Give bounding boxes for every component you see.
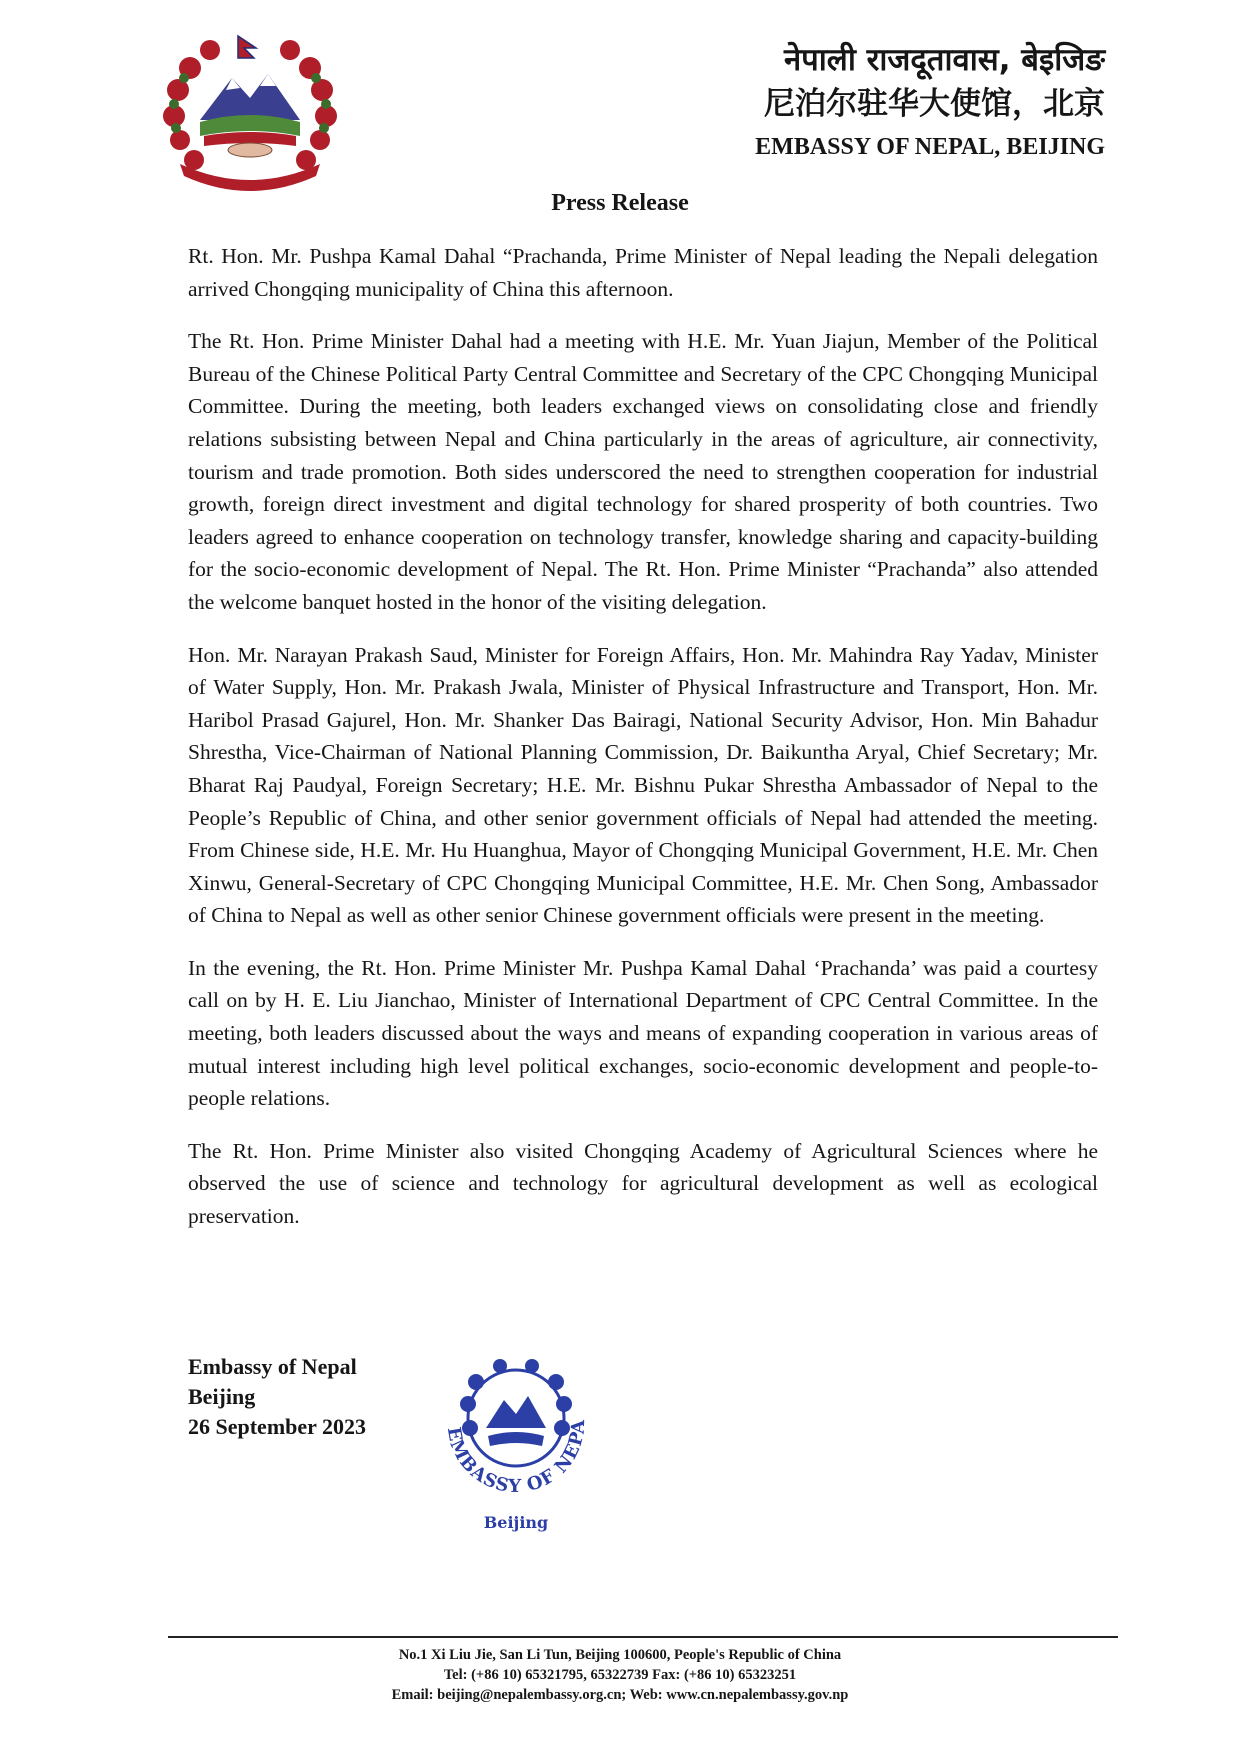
paragraph: In the evening, the Rt. Hon. Prime Minister Mr. Pushpa Kamal Dahal ‘Prachanda’ was paid a courtesy call on by H. E. Liu Jianchao, Minister of International Department of CPC Central Committee. In the meeting, both leaders discussed about the ways and means of expanding cooperation in various areas of mutual interest including high level political exchanges, socio-economic development and people-to-people relations.	[188, 955, 1098, 1111]
signature-block	[188, 1352, 366, 1442]
paragraph: The Rt. Hon. Prime Minister also visited Chongqing Academy of Agricultural Sciences where he observed the use of science and technology for agricultural development as well as ecological preservation.	[188, 1138, 1098, 1229]
letterhead-english: EMBASSY OF NEPAL, BEIJING	[755, 134, 1105, 160]
document-title: Press Release	[551, 190, 689, 216]
seal-city-text: Beijing	[483, 1513, 549, 1532]
paragraph: The Rt. Hon. Prime Minister Dahal had a meeting with H.E. Mr. Yuan Jiajun, Member of the Political Bureau of the Chinese Political Party Central Committee and Secretary of the CPC Chongqing Municipal Committee. During the meeting, both leaders exchanged views on consolidating close and friendly relations subsisting between Nepal and China particularly in the areas of agriculture, air connectivity, tourism and trade promotion. Both sides underscored the need to strengthen cooperation for industrial growth, foreign direct investment and digital technology for shared prosperity of both countries. Two leaders agreed to enhance cooperation on technology transfer, knowledge sharing and capacity-building for the socio-economic development of Nepal. The Rt. Hon. Prime Minister “Prachanda” also attended the welcome banquet hosted in the honor of the visiting delegation.	[188, 329, 1098, 614]
letterhead-chinese: 尼泊尔驻华大使馆，北京	[764, 86, 1105, 122]
embassy-seal-stamp	[430, 1346, 602, 1536]
seal-arc-text: EMBASSY OF NEPA	[442, 1418, 590, 1498]
footer-phone: Tel: (+86 10) 65321795, 65322739 Fax: (+86 10) 65323251	[443, 1667, 797, 1683]
footer-address: No.1 Xi Liu Jie, San Li Tun, Beijing 100600, People's Republic of China	[398, 1647, 842, 1663]
paragraph: Rt. Hon. Mr. Pushpa Kamal Dahal “Prachanda, Prime Minister of Nepal leading the Nepali delegation arrived Chongqing municipality of China this afternoon.	[188, 244, 1098, 301]
letterhead-nepali: नेपाली राजदूतावास, बेइजिङ	[783, 42, 1105, 78]
signature-org: Embassy of Nepal	[188, 1354, 357, 1379]
footer-divider	[168, 1636, 1118, 1638]
paragraph: Hon. Mr. Narayan Prakash Saud, Minister for Foreign Affairs, Hon. Mr. Mahindra Ray Yadav, Minister of Water Supply, Hon. Mr. Prakash Jwala, Minister of Physical Infrastructure and Transport, Hon. Mr. Haribol Prasad Gajurel, Hon. Mr. Shanker Das Bairagi, National Security Advisor, Hon. Min Bahadur Shrestha, Vice-Chairman of National Planning Commission, Dr. Baikuntha Aryal, Chief Secretary; Mr. Bharat Raj Paudyal, Foreign Secretary; H.E. Mr. Bishnu Pukar Shrestha Ambassador of Nepal to the People’s Republic of China, and other senior government officials of Nepal had attended the meeting. From Chinese side, H.E. Mr. Hu Huanghua, Mayor of Chongqing Municipal Government, H.E. Mr. Chen Xinwu, General-Secretary of CPC Chongqing Municipal Committee, H.E. Mr. Chen Song, Ambassador of China to Nepal as well as other senior Chinese government officials were present in the meeting.	[188, 642, 1098, 928]
signature-date: 26 September 2023	[188, 1414, 367, 1439]
letterhead	[755, 38, 1105, 168]
press-release-body	[188, 240, 1098, 1253]
footer-contact: Email: beijing@nepalembassy.org.cn; Web: www.cn.nepalembassy.gov.np	[391, 1687, 849, 1703]
footer	[0, 1645, 1240, 1705]
nepal-emblem-logo	[150, 28, 350, 198]
signature-city: Beijing	[188, 1384, 256, 1409]
